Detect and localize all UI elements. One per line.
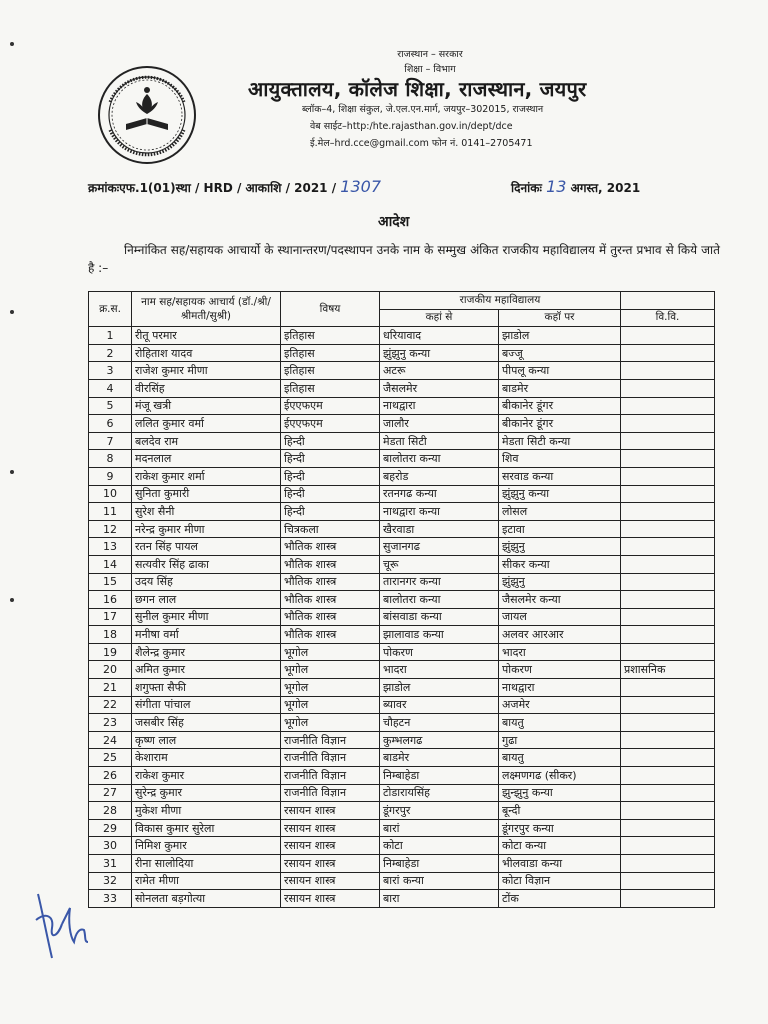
cell-sno: 21 <box>89 679 132 697</box>
cell-to: बीकानेर डूंगर <box>499 397 621 415</box>
cell-sno: 9 <box>89 467 132 485</box>
cell-sno: 15 <box>89 573 132 591</box>
cell-remark <box>621 643 715 661</box>
header-to: कहॉ पर <box>499 309 621 327</box>
cell-subject: भूगोल <box>281 714 380 732</box>
cell-remark <box>621 819 715 837</box>
cell-name: कृष्ण लाल <box>132 731 281 749</box>
website-line: वेब साईट–http:/hte.rajasthan.gov.in/dept/dce <box>310 121 513 132</box>
cell-remark <box>621 784 715 802</box>
margin-dot <box>10 42 14 46</box>
cell-name: सुनील कुमार मीणा <box>132 608 281 626</box>
cell-remark <box>621 555 715 573</box>
cell-sno: 31 <box>89 855 132 873</box>
order-title: आदेश <box>378 214 410 230</box>
table-row <box>89 643 715 661</box>
cell-to: मेडता सिटी कन्या <box>499 432 621 450</box>
cell-name: विकास कुमार सुरेला <box>132 819 281 837</box>
table-row <box>89 415 715 433</box>
order-intro-text: निम्नांकित सह/सहायक आचार्यो के स्थानान्तरण/पदस्थापन उनके नाम के सम्मुख अंकित राजकीय महाविद्यालय में तुरन्त प्रभाव से किये जाते है :– <box>88 243 720 275</box>
cell-name: रीना सालोदिया <box>132 855 281 873</box>
cell-to: बाडमेर <box>499 379 621 397</box>
cell-subject: हिन्दी <box>281 503 380 521</box>
cell-remark <box>621 450 715 468</box>
table-row <box>89 661 715 679</box>
cell-subject: भूगोल <box>281 661 380 679</box>
cell-sno: 7 <box>89 432 132 450</box>
cell-sno: 32 <box>89 872 132 890</box>
table-row <box>89 784 715 802</box>
cell-sno: 11 <box>89 503 132 521</box>
cell-to: सीकर कन्या <box>499 555 621 573</box>
cell-sno: 26 <box>89 767 132 785</box>
cell-sno: 25 <box>89 749 132 767</box>
table-row <box>89 432 715 450</box>
cell-name: मदनलाल <box>132 450 281 468</box>
table-row <box>89 890 715 908</box>
cell-from: सुजानगढ <box>380 538 499 556</box>
table-row <box>89 626 715 644</box>
cell-to: शिव <box>499 450 621 468</box>
cell-name: सुनिता कुमारी <box>132 485 281 503</box>
cell-from: बाडमेर <box>380 749 499 767</box>
cell-name: रोहिताश यादव <box>132 344 281 362</box>
cell-subject: राजनीति विज्ञान <box>281 749 380 767</box>
cell-remark <box>621 802 715 820</box>
cell-subject: रसायन शास्त्र <box>281 819 380 837</box>
table-row <box>89 837 715 855</box>
cell-subject: इतिहास <box>281 327 380 345</box>
dept-heading: शिक्षा – विभाग <box>404 64 456 75</box>
cell-subject: राजनीति विज्ञान <box>281 767 380 785</box>
cell-from: डूंगरपुर <box>380 802 499 820</box>
cell-subject: भूगोल <box>281 643 380 661</box>
cell-from: ब्यावर <box>380 696 499 714</box>
cell-name: मनीषा वर्मा <box>132 626 281 644</box>
cell-from: निम्बाहेडा <box>380 767 499 785</box>
cell-subject: रसायन शास्त्र <box>281 855 380 873</box>
cell-sno: 28 <box>89 802 132 820</box>
email-phone-line: ई.मेल–hrd.cce@gmail.com फोन नं. 0141–2705471 <box>310 138 533 149</box>
table-row <box>89 731 715 749</box>
cell-from: बारां <box>380 819 499 837</box>
cell-from: झालावाड कन्या <box>380 626 499 644</box>
cell-name: रतन सिंह पायल <box>132 538 281 556</box>
cell-to: इटावा <box>499 520 621 538</box>
cell-sno: 2 <box>89 344 132 362</box>
table-row <box>89 819 715 837</box>
order-number-handwritten: 1307 <box>340 177 381 196</box>
table-row <box>89 362 715 380</box>
cell-to: बून्दी <box>499 802 621 820</box>
cell-remark <box>621 714 715 732</box>
cell-name: केशाराम <box>132 749 281 767</box>
cell-subject: हिन्दी <box>281 485 380 503</box>
cell-subject: भौतिक शास्त्र <box>281 591 380 609</box>
date-day-handwritten: 13 <box>546 177 567 196</box>
header-subject: विषय <box>281 292 380 327</box>
govt-heading: राजस्थान – सरकार <box>397 49 463 60</box>
header-remark: वि.वि. <box>621 309 715 327</box>
cell-sno: 20 <box>89 661 132 679</box>
margin-dot <box>10 598 14 602</box>
cell-to: झुंझुनु <box>499 538 621 556</box>
cell-sno: 6 <box>89 415 132 433</box>
cell-to: झुंझुनु कन्या <box>499 485 621 503</box>
cell-from: तारानगर कन्या <box>380 573 499 591</box>
cell-from: झुंझुनु कन्या <box>380 344 499 362</box>
cell-name: शगुफ्ता सैफी <box>132 679 281 697</box>
cell-to: जैसलमेर कन्या <box>499 591 621 609</box>
cell-from: बारा <box>380 890 499 908</box>
cell-from: कोटा <box>380 837 499 855</box>
cell-name: निमिश कुमार <box>132 837 281 855</box>
cell-to: लोसल <box>499 503 621 521</box>
cell-from: बांसवाडा कन्या <box>380 608 499 626</box>
table-row <box>89 538 715 556</box>
cell-remark: प्रशासनिक <box>621 661 715 679</box>
cell-from: टोडारायसिंह <box>380 784 499 802</box>
cell-subject: हिन्दी <box>281 467 380 485</box>
cell-sno: 23 <box>89 714 132 732</box>
cell-sno: 22 <box>89 696 132 714</box>
cell-sno: 33 <box>89 890 132 908</box>
cell-from: नाथद्वारा <box>380 397 499 415</box>
cell-name: राकेश कुमार <box>132 767 281 785</box>
cell-to: बायतु <box>499 714 621 732</box>
header-from: कहां से <box>380 309 499 327</box>
cell-name: संगीता पांचाल <box>132 696 281 714</box>
cell-name: उदय सिंह <box>132 573 281 591</box>
cell-sno: 29 <box>89 819 132 837</box>
cell-remark <box>621 855 715 873</box>
cell-remark <box>621 538 715 556</box>
cell-sno: 10 <box>89 485 132 503</box>
table-row <box>89 573 715 591</box>
cell-from: झाडोल <box>380 679 499 697</box>
cell-from: धरियावाद <box>380 327 499 345</box>
address-line: ब्लॉक–4, शिक्षा संकुल, जे.एल.एन.मार्ग, जयपुर–302015, राजस्थान <box>302 104 544 115</box>
cell-remark <box>621 872 715 890</box>
cell-to: झुंझुनु <box>499 573 621 591</box>
header-name: नाम सह/सहायक आचार्य (डॉ./श्री/श्रीमती/सुश्री) <box>132 292 281 327</box>
cell-remark <box>621 397 715 415</box>
cell-remark <box>621 520 715 538</box>
cell-name: सत्यवीर सिंह ढाका <box>132 555 281 573</box>
cell-remark <box>621 890 715 908</box>
cell-to: अलवर आरआर <box>499 626 621 644</box>
table-row <box>89 485 715 503</box>
cell-subject: भौतिक शास्त्र <box>281 555 380 573</box>
cell-name: रीतू परमार <box>132 327 281 345</box>
header-blank <box>621 292 715 310</box>
table-row <box>89 872 715 890</box>
cell-from: अटरू <box>380 362 499 380</box>
cell-to: पीपलू कन्या <box>499 362 621 380</box>
office-title: आयुक्तालय, कॉलेज शिक्षा, राजस्थान, जयपुर <box>248 77 587 101</box>
table-row <box>89 714 715 732</box>
cell-sno: 4 <box>89 379 132 397</box>
cell-to: लक्ष्मणगढ (सीकर) <box>499 767 621 785</box>
table-row <box>89 467 715 485</box>
cell-name: सुरेन्द्र कुमार <box>132 784 281 802</box>
cell-sno: 18 <box>89 626 132 644</box>
table-row <box>89 802 715 820</box>
table-row <box>89 591 715 609</box>
cell-subject: चित्रकला <box>281 520 380 538</box>
cell-from: मेडता सिटी <box>380 432 499 450</box>
cell-sno: 13 <box>89 538 132 556</box>
cell-sno: 24 <box>89 731 132 749</box>
cell-name: सोनलता बड़गोत्या <box>132 890 281 908</box>
cell-remark <box>621 432 715 450</box>
cell-subject: इतिहास <box>281 362 380 380</box>
cell-sno: 1 <box>89 327 132 345</box>
date-month-year: अगस्त, 2021 <box>570 181 641 195</box>
table-row <box>89 379 715 397</box>
cell-to: भीलवाडा कन्या <box>499 855 621 873</box>
cell-to: भादरा <box>499 643 621 661</box>
table-row <box>89 749 715 767</box>
cell-remark <box>621 608 715 626</box>
cell-from: पोकरण <box>380 643 499 661</box>
margin-dot <box>10 310 14 314</box>
cell-subject: भौतिक शास्त्र <box>281 573 380 591</box>
cell-from: रतनगढ कन्या <box>380 485 499 503</box>
table-row <box>89 767 715 785</box>
department-seal-icon <box>96 64 198 166</box>
cell-sno: 27 <box>89 784 132 802</box>
cell-sno: 17 <box>89 608 132 626</box>
cell-subject: भौतिक शास्त्र <box>281 538 380 556</box>
transfer-table <box>88 291 715 908</box>
cell-to: गुढा <box>499 731 621 749</box>
cell-subject: हिन्दी <box>281 450 380 468</box>
table-row <box>89 855 715 873</box>
cell-remark <box>621 626 715 644</box>
cell-subject: इतिहास <box>281 344 380 362</box>
cell-from: बालोतरा कन्या <box>380 591 499 609</box>
cell-name: अमित कुमार <box>132 661 281 679</box>
cell-subject: ईएएफएम <box>281 397 380 415</box>
margin-dot <box>10 470 14 474</box>
cell-subject: हिन्दी <box>281 432 380 450</box>
cell-remark <box>621 731 715 749</box>
cell-to: बायतु <box>499 749 621 767</box>
cell-sno: 14 <box>89 555 132 573</box>
cell-remark <box>621 696 715 714</box>
cell-from: बालोतरा कन्या <box>380 450 499 468</box>
cell-sno: 16 <box>89 591 132 609</box>
cell-name: रामेत मीणा <box>132 872 281 890</box>
cell-from: नाथद्वारा कन्या <box>380 503 499 521</box>
cell-to: कोटा कन्या <box>499 837 621 855</box>
cell-to: पोकरण <box>499 661 621 679</box>
order-number <box>88 177 381 196</box>
cell-name: छगन लाल <box>132 591 281 609</box>
cell-remark <box>621 362 715 380</box>
cell-from: निम्बाहेडा <box>380 855 499 873</box>
cell-name: मुकेश मीणा <box>132 802 281 820</box>
cell-from: खैरवाडा <box>380 520 499 538</box>
table-row <box>89 555 715 573</box>
cell-from: जालौर <box>380 415 499 433</box>
cell-remark <box>621 573 715 591</box>
table-row <box>89 344 715 362</box>
cell-from: बहरोड <box>380 467 499 485</box>
cell-remark <box>621 485 715 503</box>
cell-subject: भौतिक शास्त्र <box>281 608 380 626</box>
date-label: दिनांकः <box>511 181 542 195</box>
cell-to: झुन्झुनु कन्या <box>499 784 621 802</box>
table-row <box>89 397 715 415</box>
cell-subject: भूगोल <box>281 696 380 714</box>
cell-to: बीकानेर डूंगर <box>499 415 621 433</box>
cell-name: राकेश कुमार शर्मा <box>132 467 281 485</box>
cell-from: जैसलमेर <box>380 379 499 397</box>
cell-subject: रसायन शास्त्र <box>281 837 380 855</box>
cell-subject: रसायन शास्त्र <box>281 872 380 890</box>
cell-from: चौहटन <box>380 714 499 732</box>
cell-sno: 3 <box>89 362 132 380</box>
cell-remark <box>621 591 715 609</box>
table-row <box>89 608 715 626</box>
cell-subject: रसायन शास्त्र <box>281 890 380 908</box>
cell-name: बलदेव राम <box>132 432 281 450</box>
cell-remark <box>621 344 715 362</box>
table-row <box>89 503 715 521</box>
cell-remark <box>621 767 715 785</box>
cell-to: डूंगरपुर कन्या <box>499 819 621 837</box>
cell-subject: रसायन शास्त्र <box>281 802 380 820</box>
cell-to: टोंक <box>499 890 621 908</box>
cell-remark <box>621 379 715 397</box>
cell-subject: ईएएफएम <box>281 415 380 433</box>
cell-name: जसबीर सिंह <box>132 714 281 732</box>
cell-name: शैलेन्द्र कुमार <box>132 643 281 661</box>
cell-subject: राजनीति विज्ञान <box>281 731 380 749</box>
cell-from: भादरा <box>380 661 499 679</box>
cell-to: जायल <box>499 608 621 626</box>
handwritten-initials-signature <box>32 880 102 970</box>
cell-name: ललित कुमार वर्मा <box>132 415 281 433</box>
cell-subject: इतिहास <box>281 379 380 397</box>
cell-to: कोटा विज्ञान <box>499 872 621 890</box>
cell-name: राजेश कुमार मीणा <box>132 362 281 380</box>
cell-sno: 30 <box>89 837 132 855</box>
cell-subject: भूगोल <box>281 679 380 697</box>
cell-subject: राजनीति विज्ञान <box>281 784 380 802</box>
cell-sno: 8 <box>89 450 132 468</box>
table-row <box>89 327 715 345</box>
cell-subject: भौतिक शास्त्र <box>281 626 380 644</box>
table-row <box>89 520 715 538</box>
cell-remark <box>621 749 715 767</box>
cell-remark <box>621 503 715 521</box>
cell-name: सुरेश सैनी <box>132 503 281 521</box>
cell-remark <box>621 467 715 485</box>
cell-remark <box>621 327 715 345</box>
cell-name: नरेन्द्र कुमार मीणा <box>132 520 281 538</box>
table-row <box>89 679 715 697</box>
order-number-prefix: क्रमांकःएफ.1(01)स्था / HRD / आकाशि / 2021 / <box>88 181 337 195</box>
cell-from: कुम्भलगढ <box>380 731 499 749</box>
cell-name: वीरसिंह <box>132 379 281 397</box>
cell-to: नाथद्वारा <box>499 679 621 697</box>
table-row <box>89 450 715 468</box>
cell-to: बज्जू <box>499 344 621 362</box>
cell-to: झाडोल <box>499 327 621 345</box>
order-date <box>511 177 640 196</box>
cell-sno: 5 <box>89 397 132 415</box>
cell-remark <box>621 679 715 697</box>
cell-from: चूरू <box>380 555 499 573</box>
cell-from: बारां कन्या <box>380 872 499 890</box>
cell-to: सरवाड कन्या <box>499 467 621 485</box>
cell-sno: 19 <box>89 643 132 661</box>
cell-name: मंजू खत्री <box>132 397 281 415</box>
cell-to: अजमेर <box>499 696 621 714</box>
header-sno: क्र.स. <box>89 292 132 327</box>
header-college: राजकीय महाविद्यालय <box>380 292 621 310</box>
cell-remark <box>621 415 715 433</box>
table-row <box>89 696 715 714</box>
cell-sno: 12 <box>89 520 132 538</box>
cell-remark <box>621 837 715 855</box>
